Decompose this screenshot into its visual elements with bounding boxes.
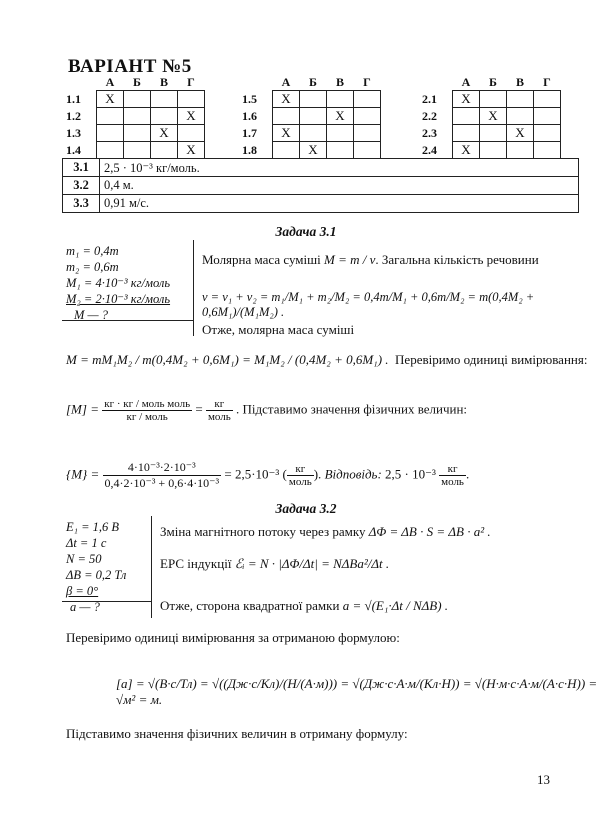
task-3-1-line1: Молярна маса суміші M = m / ν. Загальна кількість речовини (202, 252, 539, 267)
task-3-1-line2: ν = ν₁ + ν₂ = m₁/M₁ + m₂/M₂ = 0,4m/M₁ + 0,6m/M₂ = m(0,4M₂ + 0,6M₁)/(M₁M₂) . (202, 290, 535, 319)
answer-grid-1: А Б В Г 1.1 X 1.2 X 1.3 X 1.4 X (66, 74, 205, 159)
task-3-1-heading: Задача 3.1 (275, 224, 337, 239)
task-3-2-heading: Задача 3.2 (275, 501, 337, 516)
task-3-2-subst: Підставимо значення фізичних величин в отриману формулу: (66, 726, 408, 741)
divider (62, 601, 151, 602)
task-3-2-line1: Зміна магнітного потоку через рамку ΔΦ = ΔB · S = ΔB · a² . (160, 524, 491, 539)
answer-row: 3.1 2,5 · 10⁻³ кг/моль. (63, 159, 579, 177)
units-check-3-1: [M] = $\frac{\text{кг · кг / моль моль}}{\text{кг / моль}}$ = $\frac{кг}{\text{моль}}$ . Підставимо значення фізичних величин: (66, 398, 468, 423)
page-number: 13 (537, 772, 550, 787)
task-3-1-formula: M = mM₁M₂ / m(0,4M₂ + 0,6M₁) = M₁M₂ / (0,4M₂ + 0,6M₁) . Перевіримо одиниці вимірювання: (66, 352, 588, 367)
answer-row: 3.3 0,91 м/с. (63, 195, 579, 213)
answer-row: 3.2 0,4 м. (63, 177, 579, 195)
divider (151, 516, 152, 618)
task-3-1-line3: Отже, молярна маса суміші (202, 322, 355, 337)
divider (193, 240, 194, 336)
calc-3-1: {M} = $\frac{\text{4·10⁻³·2·10⁻³}}{\text{0,4·2·10⁻³ + 0,6·4·10⁻³}}$ = 2,5·10⁻³ ( $\frac{кг}{\text{моль}}$ ). Відповідь: 2,5 · 10⁻³ $\frac{кг}{\text{моль}}$ . (66, 460, 470, 490)
task-3-1-given: m₁ = 0,4m m₂ = 0,6m M₁ = 4·10⁻³ кг/моль M₂ = 2·10⁻³ кг/моль M — ? (66, 244, 171, 322)
task-3-2-line2: ЕРС індукції ℰᵢ = N · |ΔΦ/Δt| = NΔBa²/Δt . (160, 556, 390, 571)
task-3-2-check: Перевіримо одиниці вимірювання за отриманою формулою: (66, 630, 400, 645)
divider (62, 320, 193, 321)
answer-grid-3: А Б В Г 2.1 X 2.2 X 2.3 X 2.4 X (422, 74, 561, 159)
units-check-3-2: [a] = √(В·с/Тл) = √((Дж·с/Кл)/(Н/(А·м))) = √(Дж·с·А·м/(Кл·Н)) = √(Н·м·с·А·м/(А·с·Н)) = √м² = м. (116, 676, 598, 707)
answer-grid-2: А Б В Г 1.5 X 1.6 X 1.7 X 1.8 X (242, 74, 381, 159)
variant-title: ВАРІАНТ №5 (68, 56, 192, 77)
task-3-2-given: E₁ = 1,6 В Δt = 1 с N = 50 ΔB = 0,2 Тл β = 0° a — ? (66, 520, 127, 614)
task-3-2-line3: Отже, сторона квадратної рамки a = √(E₁·Δt / NΔB) . (160, 598, 449, 613)
answers-table (62, 158, 579, 213)
